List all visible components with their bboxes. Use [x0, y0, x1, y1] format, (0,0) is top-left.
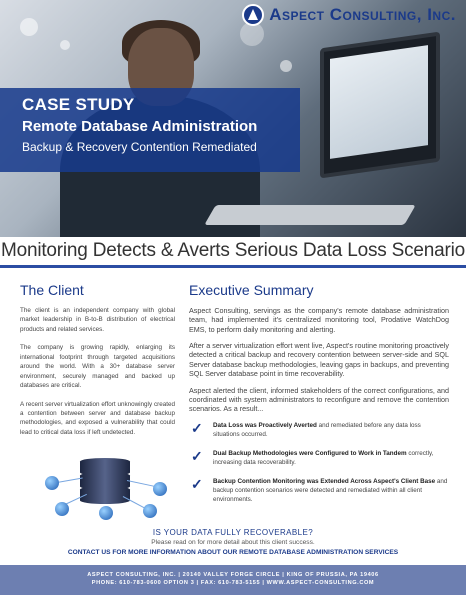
cta-contact-link[interactable]: CONTACT US FOR MORE INFORMATION ABOUT OUR REMOTE DATABASE ADMINISTRATION SERVICES — [67, 549, 399, 556]
network-link — [57, 477, 83, 482]
headline-divider — [0, 265, 466, 268]
checkmark-icon: ✓ — [191, 476, 203, 493]
checkmark-icon: ✓ — [191, 447, 203, 464]
network-node — [153, 482, 167, 496]
case-study-banner — [0, 88, 300, 172]
logo-text: Aspect Consulting, Inc. — [269, 5, 456, 24]
result-item — [189, 477, 449, 504]
client-paragraph: The client is an independent company with global market leadership in B-to-B distribution of electrical products and related services. — [20, 307, 175, 333]
client-paragraph: The company is growing rapidly, enlarging its international footprint through targeted acquisitions around the world. With a 30+ database server environment, securely managed and backed up databases are critical. — [20, 344, 175, 390]
executive-paragraph: Aspect alerted the client, informed stakeholders of the correct configurations, and coordinated with system administrators to reconfigure and remove the contention scenarios. As a result... — [189, 385, 449, 414]
page-headline: Monitoring Detects & Averts Serious Data Loss Scenario — [0, 240, 466, 261]
executive-heading: Executive Summary — [189, 282, 314, 298]
executive-paragraph: Aspect Consulting, servings as the company's remote database administration team, had implemented it's centralized monitoring tool, Prodative WatchDog EMS, to perform daily monitoring and alerting. — [189, 306, 449, 334]
footer-contact[interactable]: PHONE: 610-783-0600 OPTION 3 | FAX: 610-783-5155 | WWW.ASPECT-CONSULTING.COM — [91, 580, 375, 587]
cta-read-on: Please read on for more detail about this client success. — [151, 539, 315, 546]
result-highlight: Data Loss was Proactively Averted — [213, 421, 317, 429]
client-section — [20, 282, 175, 446]
monitor-screen — [330, 45, 428, 159]
call-to-action — [0, 528, 466, 556]
company-logo[interactable] — [242, 4, 456, 26]
footer-address: ASPECT CONSULTING, INC. | 20140 VALLEY FORGE CIRCLE | KING OF PRUSSIA, PA 19406 — [87, 572, 379, 578]
checkmark-icon: ✓ — [191, 419, 203, 436]
keyboard — [204, 205, 416, 225]
result-detail: correctly, increasing data recoverability. — [213, 449, 434, 466]
network-node — [55, 502, 69, 516]
database-cluster-illustration — [35, 452, 175, 520]
network-node — [99, 506, 113, 520]
bokeh-light — [280, 60, 292, 72]
footer — [0, 565, 466, 595]
result-highlight: Dual Backup Methodologies were Configured to Work in Tandem — [213, 449, 407, 457]
banner-title: Remote Database Administration — [22, 118, 258, 135]
executive-paragraph: After a server virtualization effort went live, Aspect's routine monitoring proactively detected a critical backup and recovery contention between server-side and SQL Server database backup methodologies, leaving gaps in backups, and preventing SQL Server database point in time recoverability. — [189, 341, 449, 379]
cta-question: IS YOUR DATA FULLY RECOVERABLE? — [152, 528, 314, 537]
result-item — [189, 449, 449, 467]
bokeh-light — [20, 18, 38, 36]
result-detail: and remediated before any data loss situations occurred. — [213, 421, 421, 438]
client-paragraph: A recent server virtualization effort unknowingly created a contention between server and database backup methodologies, and exposed a vulnerability that could lead to critical data loss if left undetected. — [20, 400, 175, 436]
network-link — [127, 480, 155, 487]
banner-subtitle: Backup & Recovery Contention Remediated — [22, 140, 257, 154]
client-heading: The Client — [20, 282, 84, 298]
case-study-label: CASE STUDY — [22, 95, 135, 114]
bokeh-light — [60, 40, 70, 50]
network-node — [143, 504, 157, 518]
result-highlight: Backup Contention Monitoring was Extended Across Aspect's Client Base — [213, 478, 436, 486]
result-checklist — [189, 421, 449, 505]
network-node — [45, 476, 59, 490]
result-item — [189, 421, 449, 439]
result-detail: and backup contention scenarios were detected and remediated within all client environments. — [213, 478, 448, 504]
executive-summary-section — [189, 282, 449, 514]
pyramid-circle-icon — [242, 4, 264, 26]
